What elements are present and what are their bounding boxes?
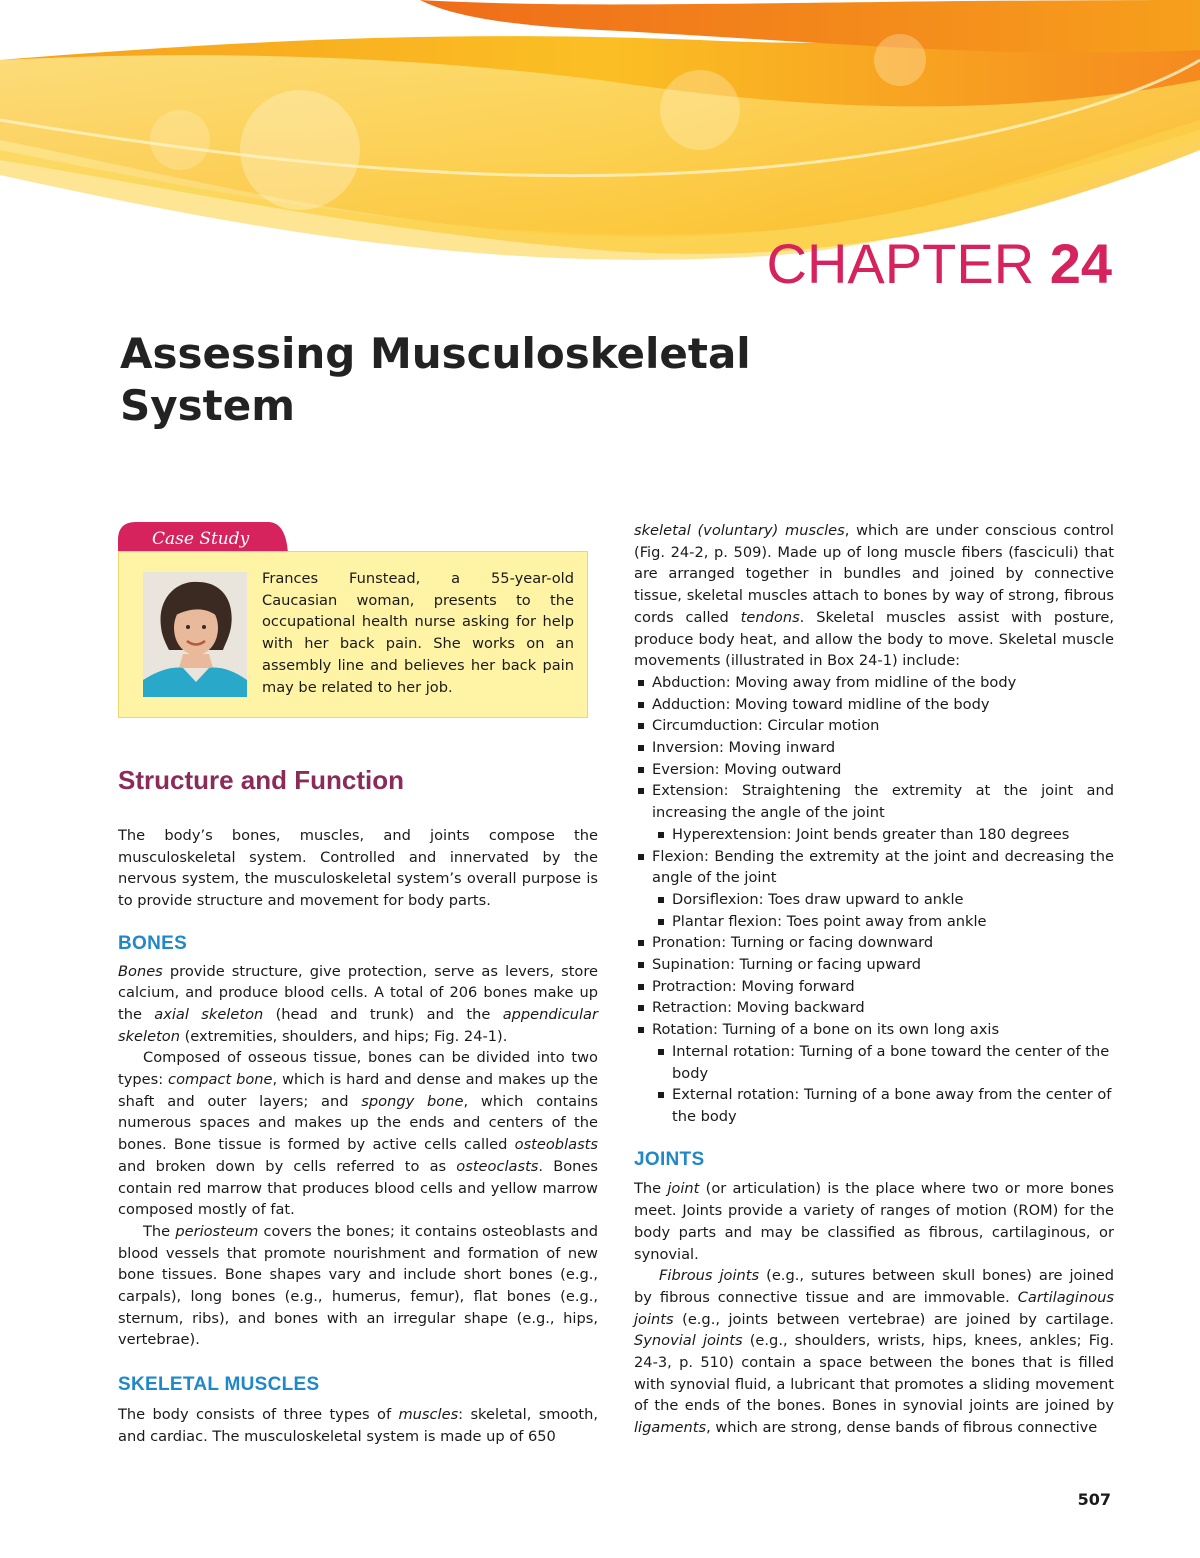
bones-p2-text-d: and broken down by cells referred to as	[118, 1157, 457, 1175]
case-study-box	[118, 551, 588, 718]
list-item: Circumduction: Circular motion	[634, 715, 1114, 737]
bones-paragraph-2	[118, 1047, 598, 1221]
structure-heading: Structure and Function	[118, 765, 404, 795]
term-periosteum: periosteum	[175, 1222, 259, 1240]
list-item: Dorsiflexion: Toes draw upward to ankle	[634, 889, 1114, 911]
right-column	[634, 520, 1114, 1439]
patient-photo	[143, 572, 247, 697]
bones-p1-text-a: provide structure, give protection, serve as levers, store calcium, and produce blood cells. A total of 206 bones make up the	[118, 962, 598, 1023]
joints-heading: JOINTS	[634, 1148, 705, 1170]
case-study-text: Frances Funstead, a 55-year-old Caucasian woman, presents to the occupational health nurse asking for help with her back pain. She works on an assembly line and believes her back pain may be related to her job.	[262, 570, 574, 696]
skeletal-muscles-heading: SKELETAL MUSCLES	[118, 1374, 320, 1396]
bones-p2-text-a: Composed of osseous tissue, bones can be divided into two types:	[118, 1049, 598, 1089]
bones-p1-text-c: (extremities, shoulders, and hips; Fig. 24-1).	[179, 1027, 508, 1045]
list-item: Retraction: Moving backward	[634, 997, 1114, 1019]
chapter-number: 24	[1049, 232, 1112, 295]
case-study-tab	[118, 522, 288, 554]
page-title	[120, 328, 880, 432]
muscles-p1-text-a: The body consists of three types of	[118, 1405, 399, 1423]
term-bones: Bones	[118, 962, 163, 980]
muscles-p2-text-b: . Skeletal muscles assist with posture, produce body heat, and allow the body to move. Skeletal muscle movements (illustrated in Box 24-1) include:	[634, 608, 1114, 670]
bones-p2-text-b: , which is hard and dense and makes up the shaft and outer layers; and	[118, 1071, 598, 1110]
list-item: Extension: Straightening the extremity at the joint and increasing the angle of the joint	[634, 780, 1114, 823]
bones-p1-text-b: (head and trunk) and the	[263, 1005, 503, 1023]
term-fibrous-joints: Fibrous joints	[659, 1267, 760, 1285]
chapter-label	[766, 232, 1112, 295]
term-tendons: tendons	[740, 608, 800, 626]
list-item: Plantar flexion: Toes point away from ankle	[634, 911, 1114, 933]
joints-paragraph-1	[634, 1178, 1114, 1265]
bones-paragraph-1	[118, 961, 598, 1048]
term-compact-bone: compact bone	[168, 1071, 273, 1089]
joints-p1-text-a: The	[634, 1180, 668, 1198]
joints-p2-text-d: , which are strong, dense bands of fibrous connective	[706, 1419, 1098, 1437]
joints-paragraph-2	[634, 1265, 1114, 1439]
list-item: Rotation: Turning of a bone on its own long axis	[634, 1019, 1114, 1041]
term-joint: joint	[667, 1180, 700, 1198]
term-axial-skeleton: axial skeleton	[154, 1005, 264, 1023]
joints-p1-text-b: (or articulation) is the place where two or more bones meet. Joints provide a variety of ranges of motion (ROM) for the body parts and may be classified as fibrous, cartilaginous, or synovial.	[634, 1180, 1114, 1263]
joints-p2-text-b: (e.g., joints between vertebrae) are joined by cartilage.	[673, 1310, 1114, 1328]
left-column	[118, 825, 598, 1447]
list-item: Flexion: Bending the extremity at the joint and decreasing the angle of the joint	[634, 846, 1114, 889]
muscles-p1-text-b: : skeletal, smooth, and cardiac. The musculoskeletal system is made up of 650	[118, 1405, 598, 1445]
structure-intro: The body’s bones, muscles, and joints compose the musculoskeletal system. Controlled and innervated by the nervous system, the musculoskeletal system’s overall purpose is to provide structure and movement for body parts.	[118, 827, 598, 910]
skeletal-muscles-paragraph-2	[634, 520, 1114, 672]
muscles-p2-text-a: , which are under conscious control (Fig. 24-2, p. 509). Made up of long muscle fibers (fasciculi) that are arranged together in bundles and joined by connective tissue, skeletal muscles attach to bones by way of strong, fibrous cords called	[634, 522, 1114, 626]
title-line-1: Assessing Musculoskeletal	[120, 329, 751, 378]
list-item: Inversion: Moving inward	[634, 737, 1114, 759]
term-synovial-joints: Synovial joints	[634, 1332, 743, 1350]
list-item: External rotation: Turning of a bone away from the center of the body	[634, 1084, 1114, 1127]
skeletal-muscles-paragraph-1	[118, 1404, 598, 1447]
page-number: 507	[1077, 1490, 1111, 1509]
list-item: Pronation: Turning or facing downward	[634, 932, 1114, 954]
bones-paragraph-3	[118, 1221, 598, 1351]
list-item: Eversion: Moving outward	[634, 759, 1114, 781]
list-item: Hyperextension: Joint bends greater than 180 degrees	[634, 824, 1114, 846]
term-cartilaginous-joints: Cartilaginous joints	[634, 1288, 1114, 1328]
bones-heading: BONES	[118, 932, 188, 954]
list-item: Supination: Turning or facing upward	[634, 954, 1114, 976]
joints-p2-text-a: (e.g., sutures between skull bones) are joined by fibrous connective tissue and are immovable.	[634, 1267, 1115, 1306]
bones-p2-text-c: , which contains numerous spaces and makes up the ends and centers of the bones. Bone tissue is formed by active cells called	[118, 1092, 598, 1154]
joints-p2-text-c: (e.g., shoulders, wrists, hips, knees, ankles; Fig. 24-3, p. 510) contain a space between the bones that is filled with synovial fluid, a lubricant that promotes a sliding movement of the ends of the bones. Bones in synovial joints are joined by	[634, 1332, 1114, 1415]
term-osteoclasts: osteoclasts	[456, 1157, 539, 1175]
term-muscles: muscles	[398, 1405, 459, 1423]
term-skeletal-voluntary-muscles: skeletal (voluntary) muscles	[634, 522, 845, 539]
list-item: Adduction: Moving toward midline of the body	[634, 694, 1114, 716]
bones-p3-text-a: The	[143, 1222, 176, 1240]
title-line-2: System	[120, 381, 295, 430]
list-item: Protraction: Moving forward	[634, 976, 1114, 998]
list-item: Internal rotation: Turning of a bone toward the center of the body	[634, 1041, 1114, 1084]
term-ligaments: ligaments	[634, 1419, 707, 1437]
movement-list	[634, 672, 1114, 1128]
bones-p3-text-b: covers the bones; it contains osteoblasts and blood vessels that promote nourishment and formation of new bone tissues. Bone shapes vary and include short bones (e.g., carpals), long bones (e.g., humerus, femur), flat bones (e.g., sternum, ribs), and bones with an irregular shape (e.g., hips, vertebrae).	[118, 1222, 598, 1349]
case-study-label: Case Study	[152, 529, 250, 549]
term-osteoblasts: osteoblasts	[514, 1136, 598, 1154]
chapter-word: CHAPTER	[766, 232, 1035, 295]
term-spongy-bone: spongy bone	[361, 1092, 464, 1110]
term-appendicular-skeleton: appendicular skeleton	[118, 1005, 598, 1045]
list-item: Abduction: Moving away from midline of the body	[634, 672, 1114, 694]
bones-p2-text-e: . Bones contain red marrow that produces blood cells and yellow marrow composed mostly of fat.	[118, 1157, 598, 1219]
